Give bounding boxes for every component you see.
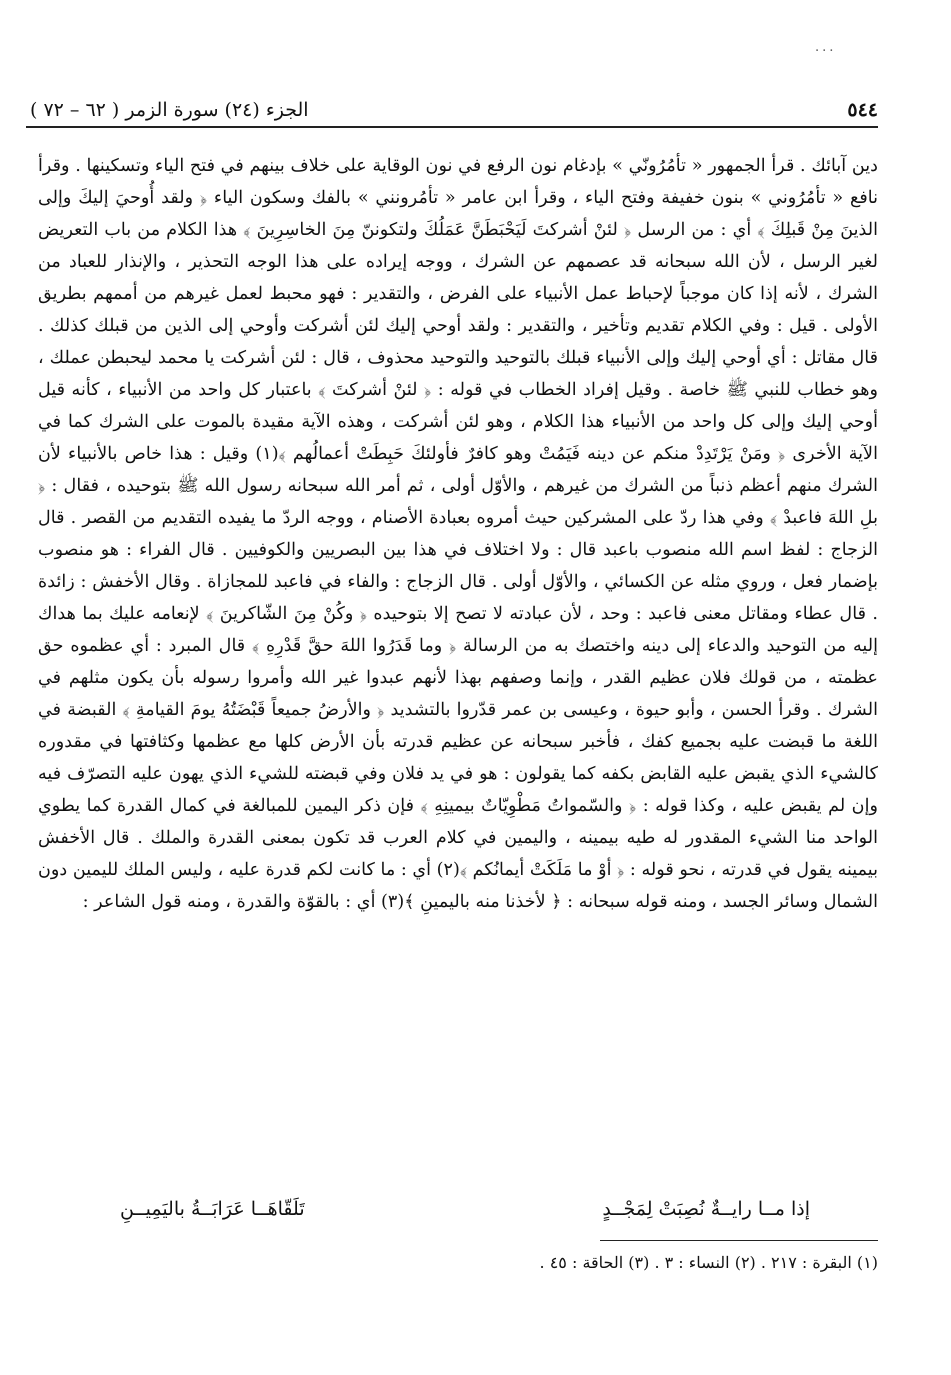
page-header [30, 92, 878, 128]
corner-mark: ... [815, 40, 837, 55]
header-rule [26, 126, 878, 128]
page-number: ٥٤٤ [847, 99, 878, 121]
footnotes: (١) البقرة : ٢١٧ . (٢) النساء : ٣ . (٣) الحاقة : ٤٥ . [539, 1253, 878, 1272]
poem-verse [120, 1198, 810, 1220]
poem-second-hemistich: تَلَقّاهَــا عَرَابَــةُ باليَمِيــنِ [120, 1198, 305, 1220]
footnote-rule [600, 1240, 878, 1241]
poem-first-hemistich: إذا مــا رايــةٌ نُصِبَتْ لِمَجْــدٍ [602, 1198, 810, 1220]
body-text [38, 150, 878, 1186]
body-paragraph: دين آبائك . قرأ الجمهور « تأمُرُونّي » بإدغام نون الرفع في نون الوقاية على خلاف بينهم في فتح الياء وتسكينها . وقرأ نافع « تأمُرُوني » بنون خفيفة وفتح الياء ، وقرأ ابن عامر « تأمُرونني » بالفك وسكون الياء ﴿ ولقد أُوحيَ إليكَ وإلى الذينَ مِنْ قَبلِكَ ﴾ أي : من الرسل ﴿ لئنْ أشركتَ لَيَحْبَطَنَّ عَمَلُكَ ولتكوننّ مِنَ الخاسِرِينَ ﴾ هذا الكلام من باب التعريض لغير الرسل ، لأن الله سبحانه قد عصمهم عن الشرك ، ووجه إيراده على هذا الوجه التحذير ، والإنذار للعباد من الشرك ، لأنه إذا كان موجباً لإحباط عمل الأنبياء على الفرض ، والتقدير : فهو محبط لعمل غيرهم من أممهم بطريق الأولى . قيل : وفي الكلام تقديم وتأخير ، والتقدير : ولقد أوحي إليك لئن أشركت وأوحي إلى الذين من قبلك كذلك . قال مقاتل : أي أوحي إليك وإلى الأنبياء قبلك بالتوحيد والتوحيد محذوف ، قال : لئن أشركت يا محمد ليحبطن عملك ، وهو خطاب للنبي ﷺ خاصة . وقيل إفراد الخطاب في قوله : ﴿ لئنْ أشركتَ ﴾ باعتبار كل واحد من الأنبياء ، كأنه قيل أوحي إليك وإلى كل واحد من الأنبياء هذا الكلام ، وهو لئن أشركت ، وهذه الآية مقيدة بالموت على الشرك كما في الآية الأخرى ﴿ ومَنْ يَرْتَدِدْ منكم عن دينه فَيَمُتْ وهو كافرٌ فأولئكَ حَبِطَتْ أعمالُهم ﴾(١) وقيل : هذا خاص بالأنبياء لأن الشرك منهم أعظم ذنباً من الشرك من غيرهم ، والأوّل أولى ، ثم أمر الله سبحانه رسول الله ﷺ بتوحيده ، فقال : ﴿ بلِ اللهَ فاعبدْ ﴾ وفي هذا ردّ على المشركين حيث أمروه بعبادة الأصنام ، ووجه الردّ ما يفيده التقديم من القصر . قال الزجاج : لفظ اسم الله منصوب باعبد قال : ولا اختلاف في هذا بين البصريين والكوفيين . قال الفراء : هو منصوب بإضمار فعل ، وروي مثله عن الكسائي ، والأوّل أولى . قال الزجاج : والفاء في فاعبد للمجازاة . وقال الأخفش : زائدة . قال عطاء ومقاتل معنى فاعبد : وحد ، لأن عبادته لا تصح إلا بتوحيده ﴿ وكُنْ مِنَ الشّاكرينَ ﴾ لإنعامه عليك بما هداك إليه من التوحيد والدعاء إلى دينه واختصك به من الرسالة ﴿ وما قَدَرُوا اللهَ حقَّ قَدْرِهِ ﴾ قال المبرد : أي عظموه حق عظمته ، من قولك فلان عظيم القدر ، وإنما وصفهم بهذا لأنهم عبدوا غير الله وأمروا رسوله بأن يكون مثلهم في الشرك . وقرأ الحسن ، وأبو حيوة ، وعيسى بن عمر قدّروا بالتشديد ﴿ والأرضُ جميعاً قَبْضَتُهُ يومَ القيامةِ ﴾ القبضة في اللغة ما قبضت عليه بجميع كفك ، فأخبر سبحانه عن عظيم قدرته بأن الأرض كلها مع عظمها وكثافتها في مقدوره كالشيء الذي يقبض عليه القابض بكفه كما يقولون : هو في يد فلان وفي قبضته للشيء الذي يهون عليه التصرّف فيه وإن لم يقبض عليه ، وكذا قوله : ﴿ والسّمواتُ مَطْوِيّاتٌ بيمينِهِ ﴾ فإن ذكر اليمين للمبالغة في كمال القدرة كما يطوي الواحد منا الشيء المقدور له طيه بيمينه ، واليمين في كلام العرب قد تكون بمعنى القدرة والملك . قال الأخفش بيمينه يقول في قدرته ، نحو قوله : ﴿ أوْ ما مَلَكَتْ أيمانُكم ﴾(٢) أي : ما كانت لكم قدرة عليه ، وليس الملك لليمين دون الشمال وسائر الجسد ، ومنه قوله سبحانه : ﴿ لأخذنا منه باليمينِ ﴾(٣) أي : بالقوّة والقدرة ، ومنه قول الشاعر : [38, 156, 878, 912]
running-title: الجزء (٢٤) سورة الزمر ( ٦٢ – ٧٢ ) [30, 99, 309, 121]
